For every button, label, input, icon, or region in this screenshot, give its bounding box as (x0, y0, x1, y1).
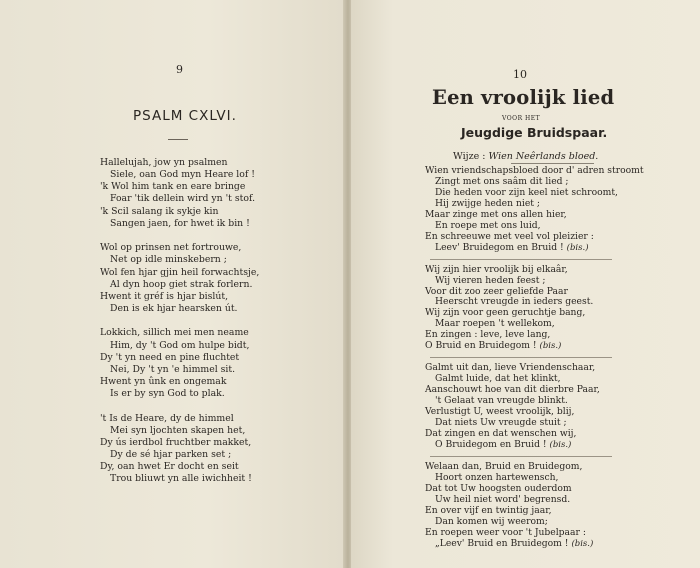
page-number: 9 (176, 63, 183, 76)
stanza-line-text: En roepen weer voor 't Jubelpaar : (425, 526, 586, 538)
verse-line: Siele, oan God myn Heare lof ! (110, 169, 256, 181)
stanza-line-text: Hij zwijge heden niet ; (435, 197, 540, 209)
verse-line: Dy 't yn need en pine fluchtet (100, 351, 240, 363)
stanza-line-text: Leev' Bruidegom en Bruid ! (435, 241, 564, 253)
song-subtitle: Jeugdige Bruidspaar. (461, 125, 608, 140)
stanza-line-text: Galmt luide, dat het klinkt, (435, 373, 561, 385)
stanza-line-text: Wij zijn voor geen geruchtje bang, (425, 307, 586, 319)
verse-line: Dy ús ierdbol fruchtber makket, (100, 437, 252, 449)
psalm-verses (100, 157, 300, 498)
stanza-line-text: „Leev' Bruid en Bruidegom ! (435, 537, 569, 549)
repeat-mark: (bis.) (539, 341, 562, 352)
verse-line: Him, dy 't God om hulpe bidt, (110, 339, 250, 351)
verse-line: Mei syn ljochten skapen het, (110, 424, 246, 436)
stanza-line (425, 440, 625, 451)
repeat-mark: (bis.) (566, 242, 589, 253)
stanza-line-text: En over vijf en twintig jaar, (425, 504, 552, 516)
stanza-line (425, 539, 625, 550)
verse-line: Dy, oan hwet Er docht en seit (100, 461, 239, 473)
repeat-mark: (bis.) (571, 538, 594, 549)
psalm-verse (100, 157, 300, 230)
stanza-line-text: Die heden voor zijn keel niet schroomt, (435, 186, 618, 198)
psalm-verse (100, 413, 300, 486)
verse-line: 'k Scil salang ik sykje kin (100, 205, 219, 217)
stanza-line (425, 341, 625, 352)
stanza-line-text: En schreeuwe met veel vol pleizier : (425, 230, 594, 242)
stanza-line-text: Wij zijn hier vroolijk bij elkaâr, (425, 263, 568, 275)
stanza-line-text: 't Gelaat van vreugde blinkt. (435, 395, 568, 407)
stanza-line-text: En zingen : leve, leve lang, (425, 329, 551, 341)
stanza-line-text: Aanschouwt hoe van dit dierbre Paar, (425, 384, 600, 396)
stanza-line-text: Dat zingen en dat wenschen wij, (425, 427, 577, 439)
psalm-verse (100, 327, 300, 400)
song-title: Een vroolijk lied (432, 86, 615, 109)
tune-rule (511, 163, 594, 164)
verse-line: Hwent it gréf is hjar bislút, (100, 290, 229, 302)
verse-line: Hallelujah, jow yn psalmen (100, 157, 228, 168)
stanza-line-text: Dat tot Uw hoogsten ouderdom (425, 482, 572, 494)
title-rule (168, 139, 188, 140)
stanza-line-text: O Bruidegom en Bruid ! (435, 438, 547, 450)
stanza-divider (430, 357, 612, 358)
tune-name: Wien Neêrlands bloed. (488, 151, 599, 162)
stanza-line-text: Maar zinge met ons allen hier, (425, 208, 567, 220)
stanza-divider (430, 456, 612, 457)
stanza-line-text: Welaan dan, Bruid en Bruidegom, (425, 460, 583, 472)
left-page (0, 0, 345, 568)
song-stanza (425, 462, 625, 550)
stanza-line-text: Verlustigt U, weest vroolijk, blij, (425, 406, 575, 418)
stanza-line-text: Dat niets Uw vreugde stuit ; (435, 417, 567, 429)
verse-line: Trou bliuwt yn alle iwichheit ! (110, 473, 252, 485)
tune-label: Wijze : (453, 151, 486, 162)
stanza-line-text: Wien vriendschapsbloed door d' adren stroomt (425, 165, 644, 176)
stanza-line-text: Heerscht vreugde in ieders geest. (435, 296, 594, 308)
stanza-line-text: O Bruid en Bruidegom ! (425, 340, 537, 352)
stanza-line-text: En roepe met ons luid, (435, 219, 541, 231)
verse-line: 't Is de Heare, dy de himmel (100, 412, 234, 424)
song-stanza (425, 265, 625, 353)
verse-line: Hwent yn ûnk en ongemak (100, 376, 227, 388)
verse-line: Den is ek hjar hearsken út. (110, 303, 238, 315)
verse-line: 'k Wol him tank en eare bringe (100, 181, 246, 193)
stanza-line-text: Wij vieren heden feest ; (435, 274, 546, 286)
verse-line: Lokkich, sillich mei men neame (100, 327, 249, 339)
psalm-title: PSALM CXLVI. (133, 108, 237, 124)
verse-line: Wol op prinsen net fortrouwe, (100, 242, 242, 254)
stanza-line-text: Dan komen wij weerom; (435, 515, 548, 527)
verse-line: Net op idle minskebern ; (110, 254, 227, 266)
verse-line: Is er by syn God to plak. (110, 388, 225, 400)
stanza-line-text: Galmt uit dan, lieve Vriendenschaar, (425, 362, 596, 374)
stanza-divider (430, 259, 612, 260)
tune-line (453, 151, 598, 162)
song-title-connector: VOOR HET (502, 115, 541, 122)
stanza-line (425, 243, 625, 254)
stanza-line-text: Hoort onzen hartewensch, (435, 471, 559, 483)
stanza-line-text: Voor dit zoo zeer geliefde Paar (425, 285, 568, 297)
stanza-line-text: Maar roepen 't wellekom, (435, 318, 555, 330)
verse-line: Nei, Dy 't yn 'e himmel sit. (110, 363, 236, 375)
page-number: 10 (513, 68, 527, 81)
psalm-verse (100, 242, 300, 315)
stanza-line-text: Uw heil niet word' begrensd. (435, 493, 571, 505)
repeat-mark: (bis.) (549, 439, 572, 450)
verse-line: Wol fen hjar gjin heil forwachtsje, (100, 266, 260, 278)
verse-line: Dy de sé hjar parken set ; (110, 449, 232, 461)
verse-line: Sangen jaen, for hwet ik bin ! (110, 217, 250, 229)
song-stanza (425, 363, 625, 451)
song-stanzas (425, 165, 644, 550)
stanza-line-text: Zingt met ons saâm dit lied ; (435, 175, 569, 187)
verse-line: Foar 'tik dellein wird yn 't stof. (110, 193, 256, 205)
verse-line: Al dyn hoop giet strak forlern. (110, 278, 253, 290)
song-stanza (425, 165, 644, 254)
